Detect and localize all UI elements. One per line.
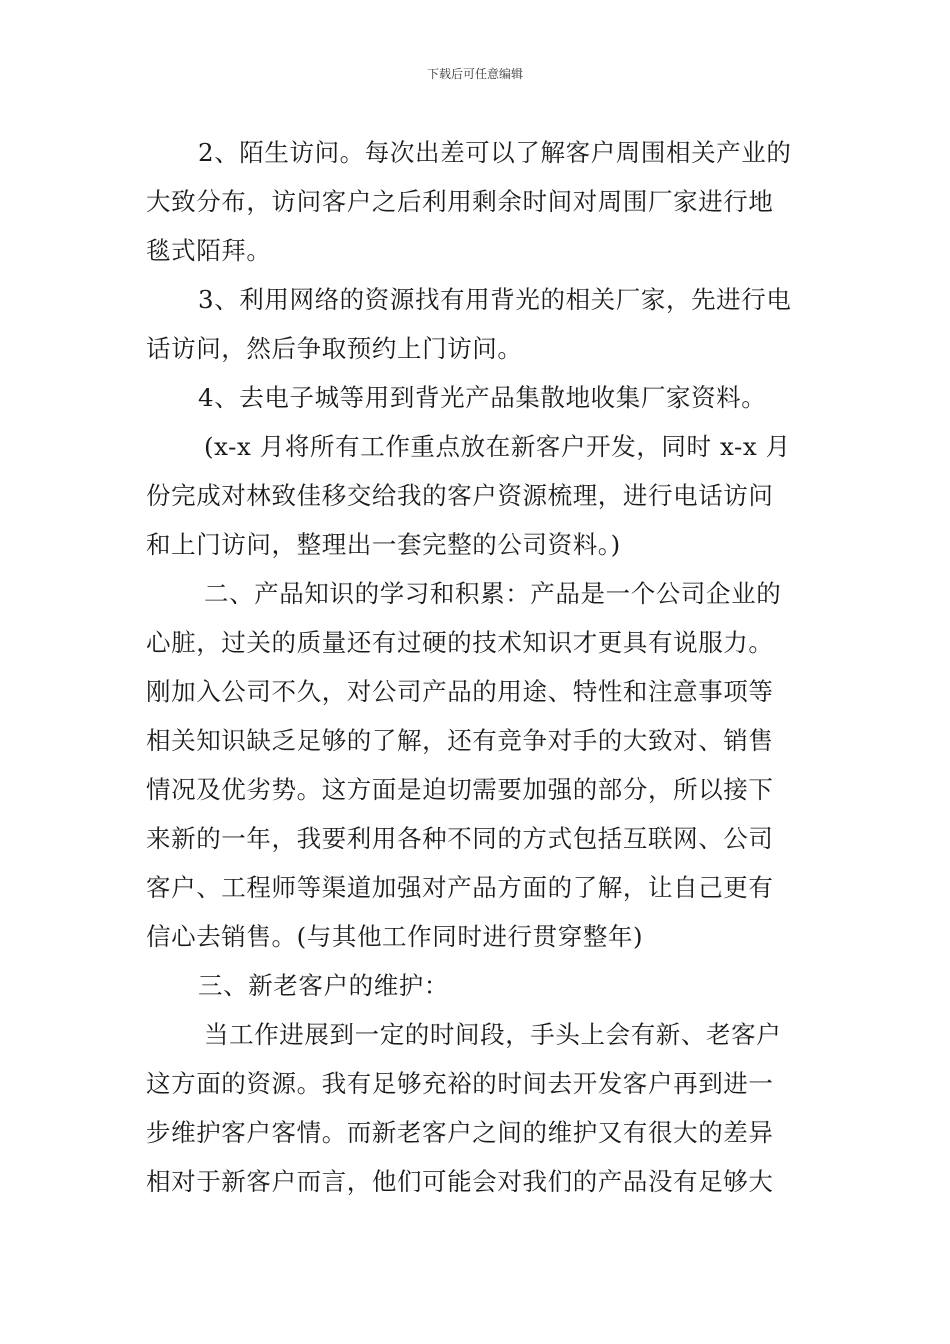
text-line: 4、去电子城等用到背光产品集散地收集厂家资料。 xyxy=(198,383,767,412)
document-body xyxy=(146,128,816,1206)
text-line: 步维护客户客情。而新老客户之间的维护又有很大的差异 xyxy=(146,1118,774,1147)
text-line: 情况及优劣势。这方面是迫切需要加强的部分，所以接下 xyxy=(146,775,774,804)
text-line: (x-x 月将所有工作重点放在新客户开发，同时 x-x 月 xyxy=(204,432,791,461)
text-line: 3、利用网络的资源找有用背光的相关厂家，先进行电 xyxy=(198,285,792,314)
text-line: 和上门访问，整理出一套完整的公司资料。) xyxy=(146,530,621,559)
text-line: 相对于新客户而言，他们可能会对我们的产品没有足够大 xyxy=(146,1167,774,1196)
text-line: 刚加入公司不久，对公司产品的用途、特性和注意事项等 xyxy=(146,677,774,706)
text-line: 毯式陌拜。 xyxy=(146,236,272,265)
text-line: 信心去销售。(与其他工作同时进行贯穿整年) xyxy=(146,922,644,951)
text-line: 来新的一年，我要利用各种不同的方式包括互联网、公司 xyxy=(146,824,774,853)
text-line: 心脏，过关的质量还有过硬的技术知识才更具有说服力。 xyxy=(146,628,774,657)
section-heading-line: 二、产品知识的学习和积累：产品是一个公司企业的 xyxy=(204,579,782,608)
text-line: 客户、工程师等渠道加强对产品方面的了解，让自己更有 xyxy=(146,873,774,902)
text-line: 当工作进展到一定的时间段，手头上会有新、老客户 xyxy=(204,1020,782,1049)
page-header: 下载后可任意编辑 xyxy=(426,67,523,81)
text-line: 相关知识缺乏足够的了解，还有竞争对手的大致对、销售 xyxy=(146,726,774,755)
text-line: 话访问，然后争取预约上门访问。 xyxy=(146,334,523,363)
section-heading-line: 三、新老客户的维护： xyxy=(198,971,449,1000)
text-line: 大致分布，访问客户之后利用剩余时间对周围厂家进行地 xyxy=(146,187,774,216)
text-line: 2、陌生访问。每次出差可以了解客户周围相关产业的 xyxy=(198,138,792,167)
text-line: 这方面的资源。我有足够充裕的时间去开发客户再到进一 xyxy=(146,1069,774,1098)
text-line: 份完成对林致佳移交给我的客户资源梳理，进行电话访问 xyxy=(146,481,774,510)
